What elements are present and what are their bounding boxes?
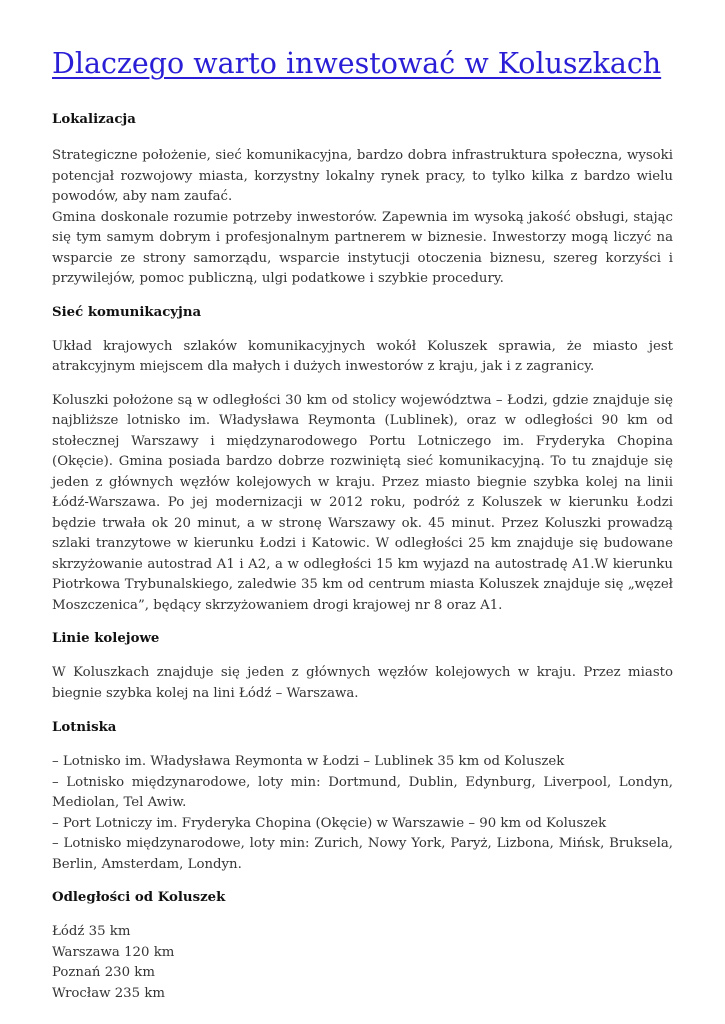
heading-linie: Linie kolejowe	[52, 631, 160, 646]
article	[52, 0, 673, 1004]
list-item: Poznań 230 km	[52, 965, 155, 980]
list-item: Wrocław 235 km	[52, 985, 165, 1001]
paragraph-siec-2: Koluszki położone są w odległości 30 km od stolicy województwa – Łodzi, gdzie znajduje się najbliższe lotnisko im. Władysława Reymonta (Lublinek), oraz w odległości 90 km od stołecznej Warszawy i międzynarodowego Portu Lotniczego im. Fryderyka Chopina (Okęcie). Gmina posiada bardzo dobrze rozwiniętą sieć komunikacyjną. To tu znajduje się jeden z głównych węzłów kolejowych w kraju. Przez miasto biegnie szybka kolej na linii Łódź-Warszawa. Po jej modernizacji w 2012 roku, podróż z Koluszek w kierunku Łodzi będzie trwała ok 20 minut, a w stronę Warszawy ok. 45 minut. Przez Koluszki prowadzą szlaki tranzytowe w kierunku Łodzi i Katowic. W odległości 25 km znajduje się budowane skrzyżowanie autostrad A1 i A2, a w odległości 15 km wyjazd na autostradę A1.W kierunku Piotrkowa Trybunalskiego, zaledwie 35 km od centrum miasta Koluszek znajduje się „węzeł Moszczenica”, będący skrzyżowaniem drogi krajowej nr 8 oraz A1.	[52, 392, 673, 613]
list-item: – Lotnisko międzynarodowe, loty min: Zurich, Nowy York, Paryż, Lizbona, Mińsk, Bruksela, Berlin, Amsterdam, Londyn.	[52, 836, 673, 872]
heading-lokalizacja: Lokalizacja	[52, 112, 136, 127]
list-item: – Lotnisko im. Władysława Reymonta w Łodzi – Lublinek 35 km od Koluszek	[52, 754, 565, 769]
heading-lotniska: Lotniska	[52, 720, 117, 735]
list-item: Łódź 35 km	[52, 924, 131, 939]
heading-siec: Sieć komunikacyjna	[52, 304, 202, 320]
paragraph-linie-1: W Koluszkach znajduje się jeden z głównych węzłów kolejowych w kraju. Przez miasto biegnie szybka kolej na lini Łódź – Warszawa.	[52, 665, 673, 701]
list-lotniska	[52, 752, 673, 875]
list-item: – Lotnisko międzynarodowe, loty min: Dortmund, Dublin, Edynburg, Liverpool, Londyn, Mediolan, Tel Awiw.	[52, 774, 673, 810]
list-odleglosci	[52, 922, 673, 1004]
paragraph-lokalizacja-1: Strategiczne położenie, sieć komunikacyjna, bardzo dobra infrastruktura społeczna, wysoki potencjał rozwojowy miasta, korzystny lokalny rynek pracy, to tylko kilka z bardzo wielu powodów, aby nam zaufać.	[52, 148, 673, 204]
title-link[interactable]: Dlaczego warto inwestować w Koluszkach	[52, 47, 662, 80]
paragraph-siec-1: Układ krajowych szlaków komunikacyjnych wokół Koluszek sprawia, że miasto jest atrakcyjnym miejscem dla małych i dużych inwestorów z kraju, jak i z zagranicy.	[52, 338, 673, 374]
list-item: – Port Lotniczy im. Fryderyka Chopina (Okęcie) w Warszawie – 90 km od Koluszek	[52, 815, 607, 831]
list-item: Warszawa 120 km	[52, 944, 175, 960]
heading-odleglosci: Odległości od Koluszek	[52, 890, 226, 905]
page-title	[52, 0, 673, 88]
paragraph-lokalizacja-2: Gmina doskonale rozumie potrzeby inwestorów. Zapewnia im wysoką jakość obsługi, stając się tym samym dobrym i profesjonalnym partnerem w biznesie. Inwestorzy mogą liczyć na wsparcie ze strony samorządu, wsparcie instytucji otoczenia biznesu, szereg korzyści i przywilejów, pomoc publiczną, ulgi podatkowe i szybkie procedury.	[52, 209, 673, 286]
